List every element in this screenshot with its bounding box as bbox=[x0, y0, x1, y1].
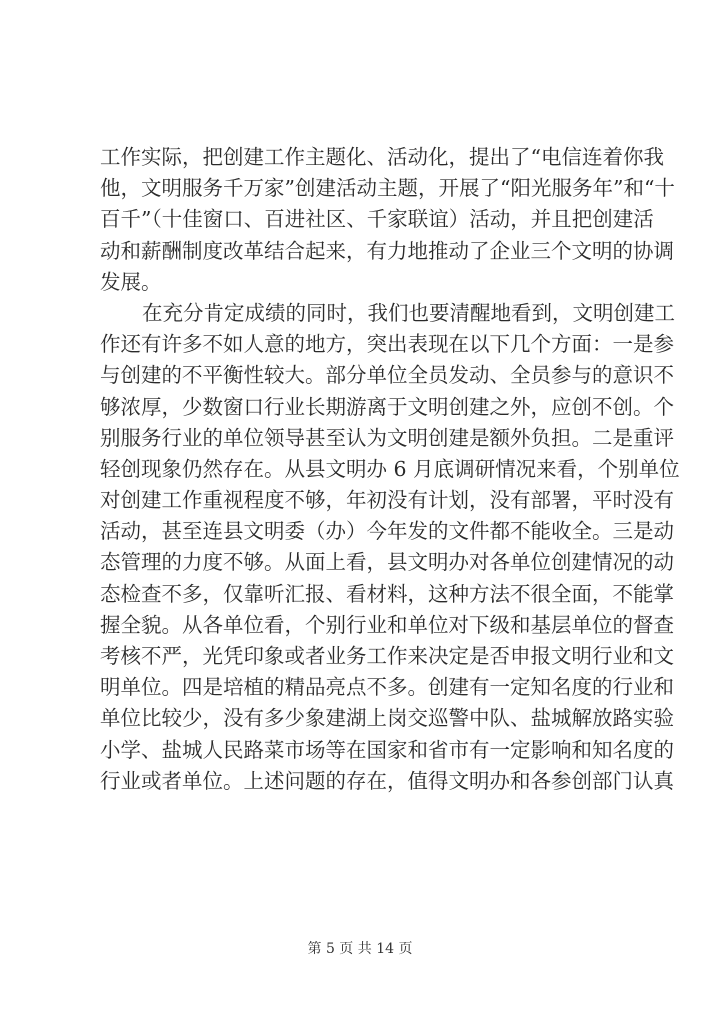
text-line: 行业或者单位。上述问题的存在，值得文明办和各参创部门认真 bbox=[100, 768, 674, 793]
text-line: 活动，甚至连县文明委（办）今年发的文件都不能收全。三是动 bbox=[100, 519, 674, 544]
text-line: 发展。 bbox=[100, 269, 162, 294]
text-line: 作还有许多不如人意的地方，突出表现在以下几个方面：一是参 bbox=[100, 332, 674, 357]
text-line: 对创建工作重视程度不够，年初没有计划，没有部署，平时没有 bbox=[100, 488, 674, 513]
text-line: 与创建的不平衡性较大。部分单位全员发动、全员参与的意识不 bbox=[100, 363, 674, 388]
text-line: 握全貌。从各单位看，个别行业和单位对下级和基层单位的督查 bbox=[100, 612, 674, 637]
text-line: 明单位。四是培植的精品亮点不多。创建有一定知名度的行业和 bbox=[100, 675, 674, 700]
text-line-indented: 在充分肯定成绩的同时，我们也要清醒地看到，文明创建工 bbox=[142, 300, 675, 325]
page-number-footer: 第 5 页 共 14 页 bbox=[307, 941, 413, 957]
text-line: 别服务行业的单位领导甚至认为文明创建是额外负担。二是重评 bbox=[100, 425, 674, 450]
text-line: 态管理的力度不够。从面上看，县文明办对各单位创建情况的动 bbox=[100, 550, 674, 575]
text-line: 轻创现象仍然存在。从县文明办 6 月底调研情况来看，个别单位 bbox=[100, 456, 680, 481]
body-text bbox=[100, 142, 680, 797]
text-line: 够浓厚，少数窗口行业长期游离于文明创建之外，应创不创。个 bbox=[100, 394, 674, 419]
text-line: 态检查不多，仅靠听汇报、看材料，这种方法不很全面，不能掌 bbox=[100, 581, 674, 606]
text-line: 他，文明服务千万家”创建活动主题，开展了“阳光服务年”和“十 bbox=[100, 176, 675, 201]
text-line: 小学、盐城人民路菜市场等在国家和省市有一定影响和知名度的 bbox=[100, 737, 674, 762]
text-line: 动和薪酬制度改革结合起来，有力地推动了企业三个文明的协调 bbox=[100, 238, 674, 263]
text-line: 工作实际，把创建工作主题化、活动化，提出了“电信连着你我 bbox=[100, 145, 664, 169]
text-line: 考核不严，光凭印象或者业务工作来决定是否申报文明行业和文 bbox=[100, 644, 674, 668]
text-line: 单位比较少，没有多少象建湖上岗交巡警中队、盐城解放路实验 bbox=[100, 706, 674, 731]
text-line: 百千”（十佳窗口、百进社区、千家联谊）活动，并且把创建活 bbox=[100, 207, 654, 232]
